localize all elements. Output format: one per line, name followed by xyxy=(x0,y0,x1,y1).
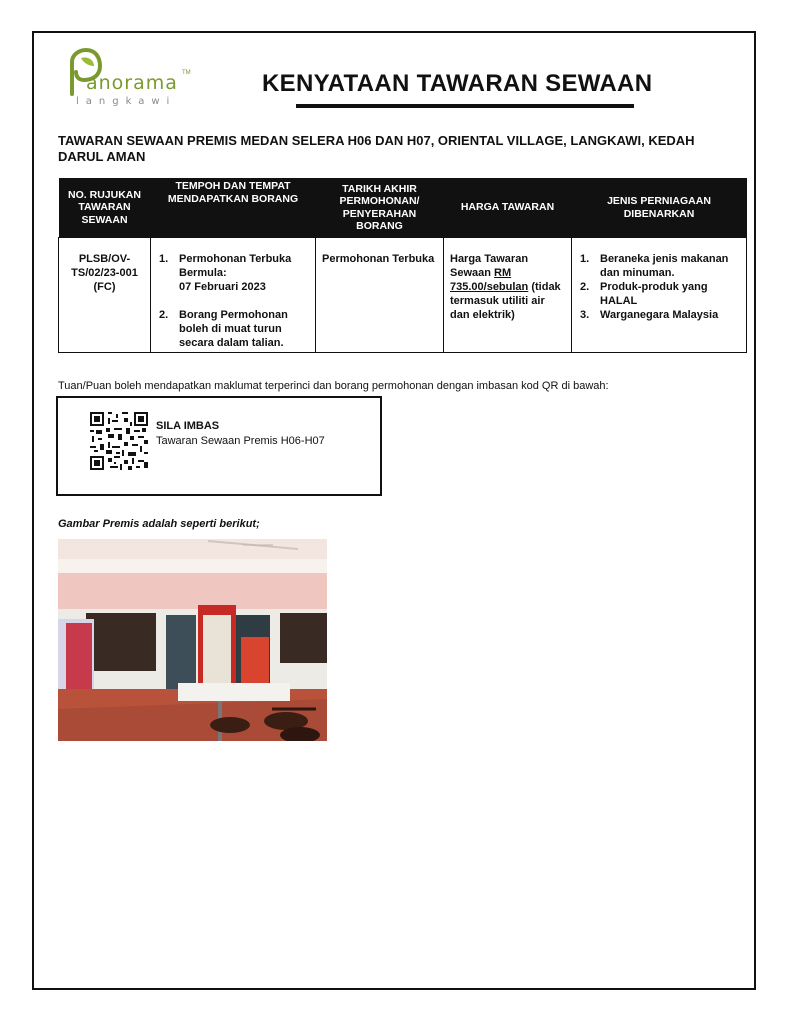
deadline-text: Permohonan Terbuka xyxy=(322,253,435,265)
scan-title: SILA IMBAS xyxy=(156,420,220,432)
scan-subtitle: Tawaran Sewaan Premis H06-H07 xyxy=(156,435,325,447)
header-deadline: TARIKH AKHIR PERMOHONAN/ PENYERAHAN BORANG xyxy=(316,178,444,238)
header-business: JENIS PERNIAGAAN DIBENARKAN xyxy=(572,178,747,238)
premises-photo xyxy=(58,539,327,741)
logo-word: anorama xyxy=(86,72,178,94)
price-cell: Harga Tawaran Sewaan RM 735.00/sebulan (tidak termasuk utiliti air dan elektrik) xyxy=(444,238,572,353)
offer-subheading: TAWARAN SEWAAN PREMIS MEDAN SELERA H06 DAN H07, ORIENTAL VILLAGE, LANGKAWI, KEDAH DARUL AMAN xyxy=(58,133,695,164)
open-date: 07 Februari 2023 xyxy=(179,281,266,293)
header-reference: NO. RUJUKAN TAWARAN SEWAAN xyxy=(59,178,151,238)
rental-price: RM 735.00/sebulan xyxy=(450,267,529,293)
photo-caption: Gambar Premis adalah seperti berikut; xyxy=(58,518,260,530)
qr-code-icon[interactable] xyxy=(90,412,148,470)
offer-table xyxy=(58,178,747,353)
deadline-cell xyxy=(316,238,444,353)
list-item: 3. Warganegara Malaysia xyxy=(580,309,719,321)
header-price: HARGA TAWARAN xyxy=(444,178,572,238)
header-period: TEMPOH DAN TEMPAT MENDAPATKAN BORANG xyxy=(151,178,316,238)
list-item: 1. Beraneka jenis makanan dan minuman. xyxy=(580,253,729,279)
list-item: 2. Produk-produk yang HALAL xyxy=(580,281,708,307)
title-underline xyxy=(296,104,634,108)
logo-subtitle: langkawi xyxy=(76,96,177,107)
business-cell xyxy=(572,238,747,353)
table-row xyxy=(59,238,747,353)
period-cell xyxy=(151,238,316,353)
logo-trademark: TM xyxy=(182,70,191,76)
qr-box xyxy=(56,396,382,496)
page-border xyxy=(32,31,756,990)
panorama-langkawi-logo xyxy=(66,48,196,112)
reference-cell xyxy=(59,238,151,353)
reference-number: PLSB/OV-TS/02/23-001 (FC) xyxy=(71,253,138,293)
table-header-row xyxy=(59,178,747,238)
document-title: KENYATAAN TAWARAN SEWAAN xyxy=(262,70,653,97)
list-item: 2. Borang Permohonan boleh di muat turun secara dalam talian. xyxy=(159,309,288,349)
qr-instruction: Tuan/Puan boleh mendapatkan maklumat terperinci dan borang permohonan dengan imbasan kod QR di bawah: xyxy=(58,380,609,392)
list-item: 1. Permohonan Terbuka Bermula: 07 Februari 2023 xyxy=(159,253,292,293)
